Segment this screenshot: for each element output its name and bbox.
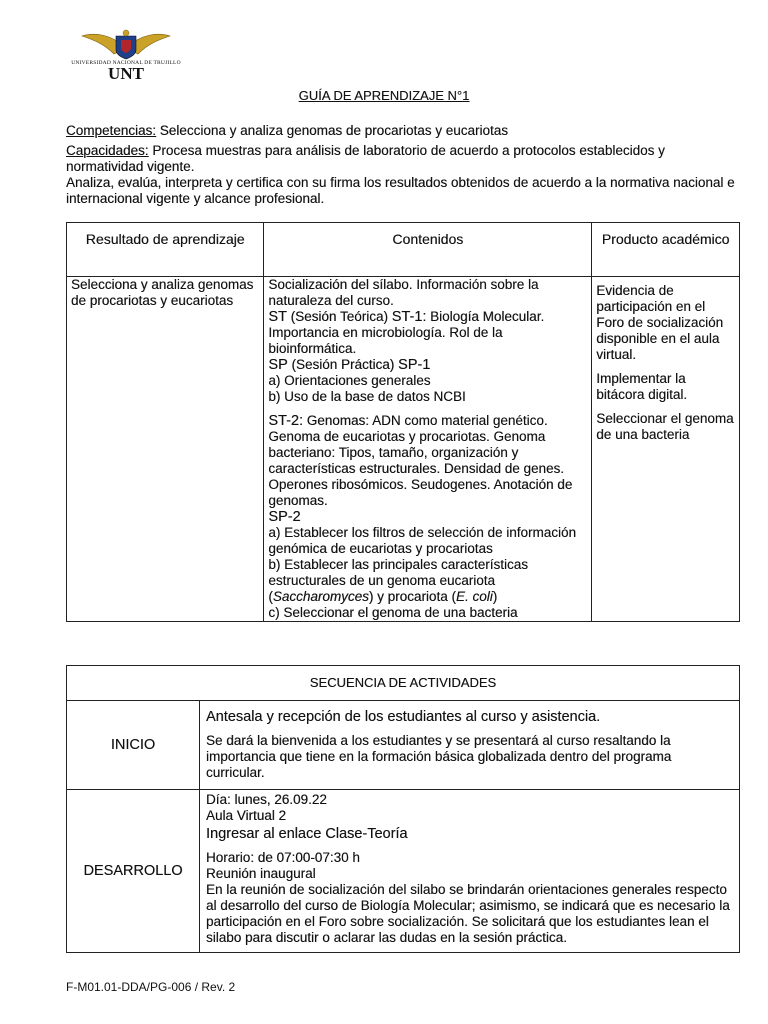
sp1-label: SP-1 [398, 357, 431, 373]
sp-line: SP (Sesión Práctica) SP-1 [268, 357, 431, 373]
sp-label: SP [268, 357, 288, 373]
inicio-row [67, 701, 740, 790]
logo-text [66, 60, 186, 82]
capacidades-label: Capacidades: [66, 143, 149, 158]
st-label: ST [268, 309, 287, 325]
st2-label: ST-2: [268, 413, 304, 429]
learning-outcomes-table [66, 222, 740, 622]
sequence-title: SECUENCIA DE ACTIVIDADES [67, 666, 740, 701]
header-contenidos: Contenidos [264, 223, 592, 277]
capacidades-text: Procesa muestras para análisis de laboratorio de acuerdo a protocolos establecidos y normatividad vigente. [66, 143, 665, 174]
aula-line: Aula Virtual 2 [206, 808, 287, 823]
sp2-item-c: c) Seleccionar el genoma de una bacteria [268, 605, 518, 620]
contenidos-intro: Socialización del sílabo. Información sobre la naturaleza del curso. [268, 277, 539, 308]
producto-item: Evidencia de participación en el Foro de socialización disponible en el aula virtual. [596, 283, 724, 362]
contenidos-cell [264, 277, 592, 622]
enlace-line: Ingresar al enlace Clase-Teoría [206, 826, 408, 842]
header-producto: Producto académico [592, 223, 740, 277]
sequence-header-row [67, 666, 740, 701]
producto-cell [592, 277, 740, 622]
st2-text: Genomas: ADN como material genético. Genoma de eucariotas y procariotas. Genoma bacteriano: Tipos, tamaño, organización y características estructurales. Densidad de genes. Operones ribosómicos. Seudogenes. Anotación de genomas. [268, 413, 573, 508]
st1-label: ST-1: [391, 309, 427, 325]
logo-acronym: UNT [108, 64, 144, 83]
st1-line: ST (Sesión Teórica) ST-1: Biología Molecular. Importancia en microbiología. Rol de la bioinformática. [268, 309, 545, 356]
header-resultado: Resultado de aprendizaje [67, 223, 264, 277]
reunion-line: Reunión inaugural [206, 866, 316, 881]
inicio-heading: Antesala y recepción de los estudiantes al curso y asistencia. [206, 709, 601, 725]
sp1-item-a: a) Orientaciones generales [268, 373, 431, 388]
desarrollo-label: DESARROLLO [67, 790, 200, 953]
logo-university-name: UNIVERSIDAD NACIONAL DE TRUJILLO [71, 60, 181, 66]
table-row [67, 277, 740, 622]
footer-code: F-M01.01-DDA/PG-006 / Rev. 2 [66, 980, 236, 994]
competencias-text: Selecciona y analiza genomas de procariotas y eucariotas [156, 123, 508, 138]
reunion-text: En la reunión de socialización del silabo se brindarán orientaciones generales respecto al desarrollo del curso de Biología Molecular; asimismo, se indicará que es necesario la participación en el Foro sobre socialización. Se solicitará que los estudiantes lean el silabo para discutir o aclarar las dudas en la sesión práctica. [206, 882, 730, 945]
resultado-cell: Selecciona y analiza genomas de procariotas y eucariotas [67, 277, 264, 622]
competencias-line [66, 123, 738, 139]
desarrollo-content [200, 790, 740, 953]
clase-teoria-link[interactable]: Clase-Teoría [325, 826, 408, 842]
capacidades-text-2: Analiza, evalúa, interpreta y certifica con su firma los resultados obtenidos de acuerdo a la normativa nacional e internacional vigente y alcance profesional. [66, 175, 735, 206]
sp2-item-b: b) Establecer las principales características estructurales de un genoma eucariota (Saccharomyces) y procariota (E. coli) [268, 557, 528, 604]
capacidades-block [66, 143, 738, 207]
dia-line: Día: lunes, 26.09.22 [206, 792, 327, 807]
sp2-label: SP-2 [268, 509, 301, 525]
horario-line: Horario: de 07:00-07:30 h [206, 850, 360, 865]
table-header-row [67, 223, 740, 277]
producto-item: Implementar la bitácora digital. [596, 371, 688, 402]
st2-block [268, 413, 587, 509]
desarrollo-row [67, 790, 740, 953]
producto-item: Seleccionar el genoma de una bacteria [596, 411, 734, 442]
sp2-item-a: a) Establecer los filtros de selección de información genómica de eucariotas y procariotas [268, 525, 577, 556]
competencias-label: Competencias: [66, 123, 157, 138]
inicio-label: INICIO [67, 701, 200, 790]
guide-title: GUÍA DE APRENDIZAJE N°1 [298, 88, 470, 103]
sp1-item-b: b) Uso de la base de datos NCBI [268, 389, 466, 404]
st1-text: Biología Molecular. Importancia en microbiología. Rol de la bioinformática. [268, 309, 545, 356]
inicio-content [200, 701, 740, 790]
inicio-text: Se dará la bienvenida a los estudiantes y se presentará al curso resaltando la importancia que tiene en la formación básica globalizada dentro del programa curricular. [206, 733, 672, 780]
activity-sequence-table [66, 665, 740, 953]
